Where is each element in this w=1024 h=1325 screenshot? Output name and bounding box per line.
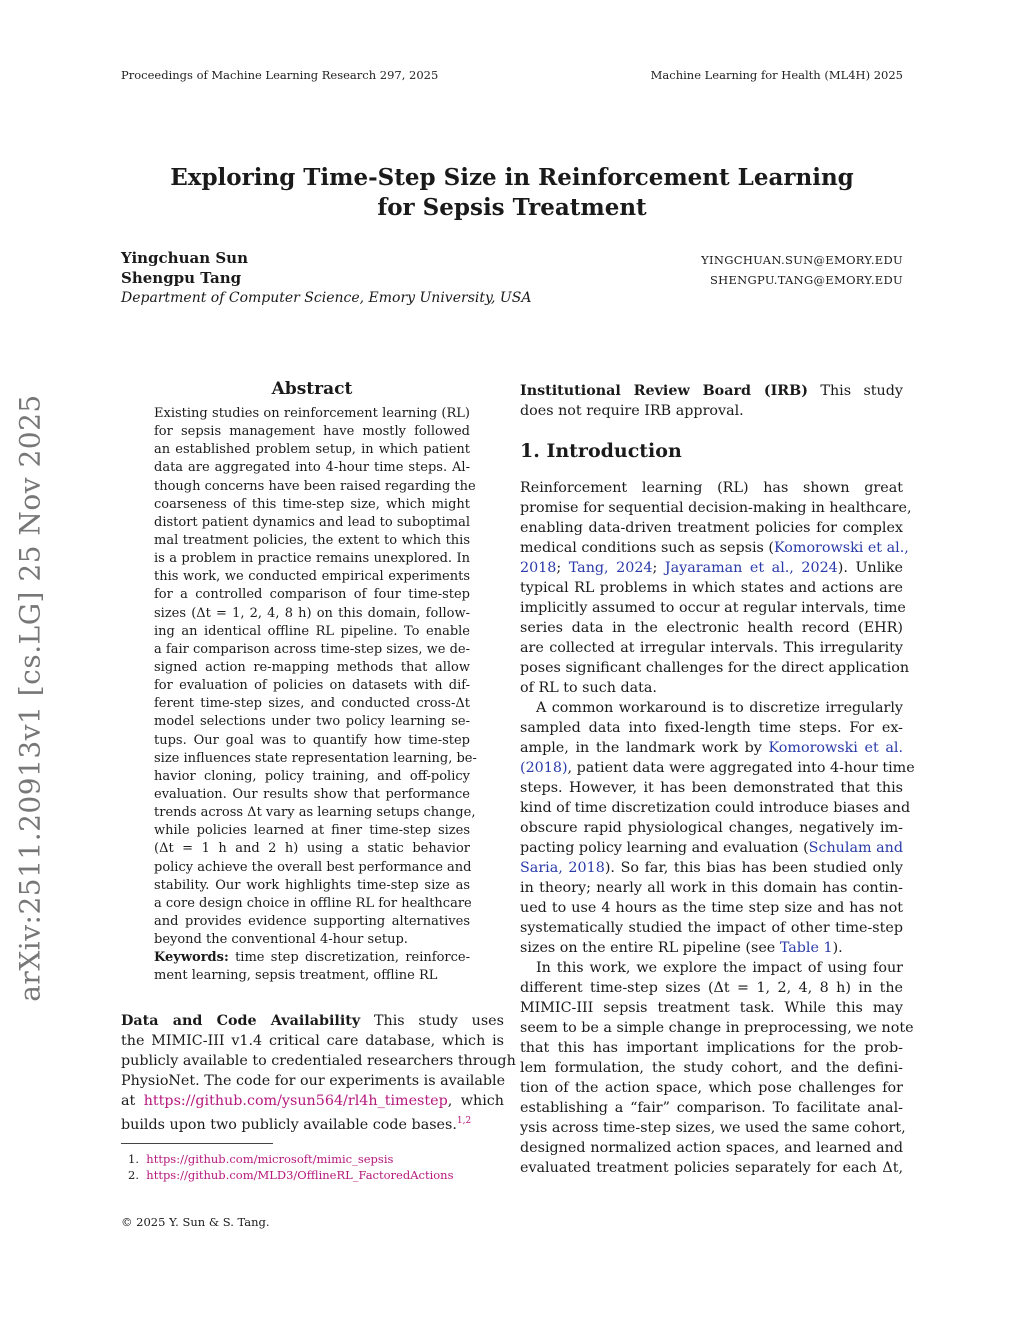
dca-text: , which	[447, 1093, 504, 1109]
intro-line: ued to use 4 hours as the time step size and has not	[520, 900, 903, 916]
abstract-body	[154, 405, 477, 986]
intro-line: establishing a “fair” comparison. To facilitate anal-	[520, 1100, 903, 1116]
intro-text: , patient data were aggregated into 4-hour time	[567, 760, 915, 776]
dca-text: builds upon two publicly available code bases.	[121, 1116, 457, 1133]
abstract-line: tups. Our goal was to quantify how time-step	[154, 732, 470, 748]
introduction-body	[520, 478, 915, 1178]
abstract-line: a fair comparison across time-step sizes, we de-	[154, 641, 470, 657]
intro-line: enabling data-driven treatment policies for complex	[520, 520, 903, 536]
abstract-line: this work, we conducted empirical experiments	[154, 569, 470, 585]
keywords-line: ment learning, sepsis treatment, offline RL	[154, 968, 438, 984]
intro-text: ). Unlike	[837, 560, 903, 576]
intro-line: systematically studied the impact of other time-step	[520, 920, 903, 936]
intro-line: lem formulation, the study cohort, and the defini-	[520, 1060, 903, 1076]
intro-line	[520, 858, 903, 878]
dca-line	[121, 1011, 504, 1031]
footnote-number: 1.	[128, 1152, 139, 1166]
footnote-marker[interactable]: 1,2	[456, 1116, 472, 1126]
intro-line: are collected at irregular intervals. This irregularity	[520, 640, 903, 656]
paper-title	[150, 163, 874, 223]
abstract-line: mal treatment policies, the extent to which this	[154, 532, 470, 548]
dca-text: This study uses	[360, 1013, 504, 1029]
abstract-line: havior cloning, policy training, and off-policy	[154, 768, 470, 784]
intro-line: evaluated treatment policies separately for each Δt,	[520, 1160, 903, 1176]
abstract-line: Existing studies on reinforcement learning (RL)	[154, 406, 470, 421]
title-line-2: for Sepsis Treatment	[377, 194, 647, 221]
intro-line: series data in the electronic health record (EHR)	[520, 620, 903, 636]
citation-link[interactable]: Schulam and	[808, 840, 903, 856]
citation-link[interactable]: 2018	[520, 560, 557, 576]
intro-line: seem to be a simple change in preprocessing, we note	[520, 1020, 914, 1036]
abstract-heading: Abstract	[271, 379, 353, 399]
irb-line: does not require IRB approval.	[520, 403, 744, 419]
intro-line: sampled data into fixed-length time steps. For ex-	[520, 720, 903, 736]
footnotes	[128, 1151, 453, 1183]
irb-label: Institutional Review Board (IRB)	[520, 383, 809, 399]
author-name: Shengpu Tang	[121, 269, 242, 287]
author-email: YINGCHUAN.SUN@EMORY.EDU	[701, 253, 903, 267]
intro-line: kind of time discretization could introduce biases and	[520, 800, 911, 816]
intro-line: tion of the action space, which pose challenges for	[520, 1080, 903, 1096]
citation-link[interactable]: (2018)	[520, 760, 568, 776]
abstract-line: trends across Δt vary as learning setups change,	[154, 805, 476, 821]
abstract-line: an established problem setup, in which patient	[154, 442, 470, 458]
abstract-line: evaluation. Our results show that performance	[154, 786, 470, 802]
abstract-line: ferent time-step sizes, and conducted cross-Δt	[154, 696, 470, 712]
abstract-line: and provides evidence supporting alternatives	[154, 913, 470, 929]
intro-line	[520, 738, 903, 758]
code-repo-link[interactable]: https://github.com/ysun564/rl4h_timestep	[143, 1093, 448, 1109]
intro-line	[520, 558, 903, 578]
abstract-line: for evaluation of policies on datasets with dif-	[154, 678, 470, 694]
dca-line: the MIMIC-III v1.4 critical care database, which is	[121, 1033, 504, 1049]
table-ref-link[interactable]: Table 1	[779, 940, 833, 956]
keywords-label: Keywords:	[154, 950, 229, 966]
intro-line: implicitly assumed to occur at regular intervals, time	[520, 600, 906, 616]
intro-line: designed normalized action spaces, and learned and	[520, 1140, 903, 1156]
keywords-line	[154, 949, 470, 967]
dca-line	[121, 1091, 504, 1111]
intro-line	[520, 758, 915, 778]
intro-line: obscure rapid physiological changes, negatively im-	[520, 820, 903, 836]
abstract-line: beyond the conventional 4-hour setup.	[154, 932, 408, 948]
abstract-line: coarseness of this time-step size, which might	[154, 496, 470, 512]
abstract-line: a core design choice in offline RL for healthcare	[154, 895, 472, 911]
intro-line: promise for sequential decision-making in healthcare,	[520, 500, 912, 516]
abstract-line: while policies learned at finer time-step sizes	[154, 823, 470, 839]
arxiv-stamp-text: arXiv:2511.20913v1 [cs.LG] 25 Nov 2025	[13, 394, 47, 1002]
abstract-line: policy achieve the overall best performance and	[154, 859, 472, 875]
running-header-right: Machine Learning for Health (ML4H) 2025	[650, 68, 903, 82]
dca-line: publicly available to credentialed researchers through	[121, 1053, 516, 1069]
abstract-line: model selections under two policy learning se-	[154, 714, 470, 730]
intro-text: medical conditions such as sepsis (	[520, 540, 774, 556]
running-header-left: Proceedings of Machine Learning Research 297, 2025	[121, 68, 439, 82]
copyright: © 2025 Y. Sun & S. Tang.	[121, 1215, 270, 1229]
abstract-line: size influences state representation learning, be-	[154, 750, 477, 766]
abstract-line: sizes (Δt = 1, 2, 4, 8 h) on this domain, follow-	[154, 605, 470, 621]
intro-line: Reinforcement learning (RL) has shown great	[520, 480, 903, 496]
intro-line	[520, 538, 909, 558]
data-code-availability	[121, 1011, 516, 1133]
dca-text: at	[121, 1093, 144, 1109]
intro-line	[520, 838, 903, 858]
intro-text: ample, in the landmark work by	[520, 740, 769, 756]
abstract-line: signed action re-mapping methods that allow	[154, 659, 470, 675]
intro-line: ysis across time-step sizes, we used the same cohort,	[520, 1120, 906, 1136]
intro-text: sizes on the entire RL pipeline (see	[520, 940, 780, 956]
irb-text: This study	[808, 383, 903, 399]
intro-line: of RL to such data.	[520, 680, 657, 696]
citation-link[interactable]: Komorowski et al.,	[773, 540, 909, 556]
abstract-line: for sepsis management have mostly followed	[154, 424, 470, 440]
intro-line: that this has important implications for the prob-	[520, 1040, 903, 1056]
intro-line: A common workaround is to discretize irregularly	[536, 700, 903, 716]
author-name: Yingchuan Sun	[121, 249, 248, 267]
citation-link[interactable]: Tang, 2024	[568, 560, 653, 576]
keywords-text: time step discretization, reinforce-	[228, 950, 470, 966]
affiliation: Department of Computer Science, Emory University, USA	[121, 290, 532, 306]
intro-line: in theory; nearly all work in this domain has contin-	[520, 880, 903, 896]
intro-text: ;	[556, 560, 569, 576]
dca-line	[121, 1111, 504, 1131]
abstract-line: though concerns have been raised regarding the	[154, 478, 476, 494]
intro-text: ). So far, this bias has been studied only	[604, 860, 903, 876]
citation-link[interactable]: Komorowski et al.	[768, 740, 903, 756]
abstract-line: for a controlled comparison of four time-step	[154, 587, 470, 603]
abstract-line: is a problem in practice remains unexplored. In	[154, 551, 470, 567]
footnote-rule	[121, 1143, 273, 1144]
footnote-item	[128, 1167, 453, 1183]
title-line-1: Exploring Time-Step Size in Reinforcement Learning	[170, 164, 854, 191]
intro-line: different time-step sizes (Δt = 1, 2, 4, 8 h) in the	[520, 980, 903, 996]
irb-line	[520, 381, 903, 401]
author-email: SHENGPU.TANG@EMORY.EDU	[709, 273, 903, 287]
footnote-link[interactable]: https://github.com/microsoft/mimic_sepsis	[146, 1152, 394, 1166]
intro-line	[520, 938, 903, 958]
intro-text: ).	[832, 940, 843, 956]
intro-line: steps. However, it has been demonstrated that this	[520, 780, 903, 796]
citation-link[interactable]: Saria, 2018	[520, 860, 605, 876]
intro-line: typical RL problems in which states and actions are	[520, 580, 903, 596]
footnote-item	[128, 1151, 453, 1167]
intro-line: In this work, we explore the impact of using four	[536, 960, 903, 976]
abstract-line: data are aggregated into 4-hour time steps. Al-	[154, 460, 470, 476]
arxiv-stamp	[2, 394, 58, 1002]
section-heading-introduction: 1. Introduction	[520, 440, 682, 462]
abstract-line: stability. Our work highlights time-step size as	[154, 877, 470, 893]
dca-line: PhysioNet. The code for our experiments is available	[121, 1073, 506, 1089]
citation-link[interactable]: Jayaraman et al., 2024	[664, 560, 838, 576]
intro-line: poses significant challenges for the direct application	[520, 660, 910, 676]
abstract-line: distort patient dynamics and lead to suboptimal	[154, 514, 470, 530]
footnote-number: 2.	[128, 1168, 139, 1182]
abstract-line: (Δt = 1 h and 2 h) using a static behavior	[154, 841, 470, 857]
footnote-link[interactable]: https://github.com/MLD3/OfflineRL_FactoredActions	[146, 1168, 454, 1182]
intro-line: MIMIC-III sepsis treatment task. While this may	[520, 1000, 903, 1016]
irb-statement	[520, 381, 903, 421]
dca-label: Data and Code Availability	[121, 1013, 361, 1029]
intro-text: ;	[652, 560, 665, 576]
intro-text: pacting policy learning and evaluation (	[520, 840, 809, 856]
abstract-line: ing an identical offline RL pipeline. To enable	[154, 623, 470, 639]
